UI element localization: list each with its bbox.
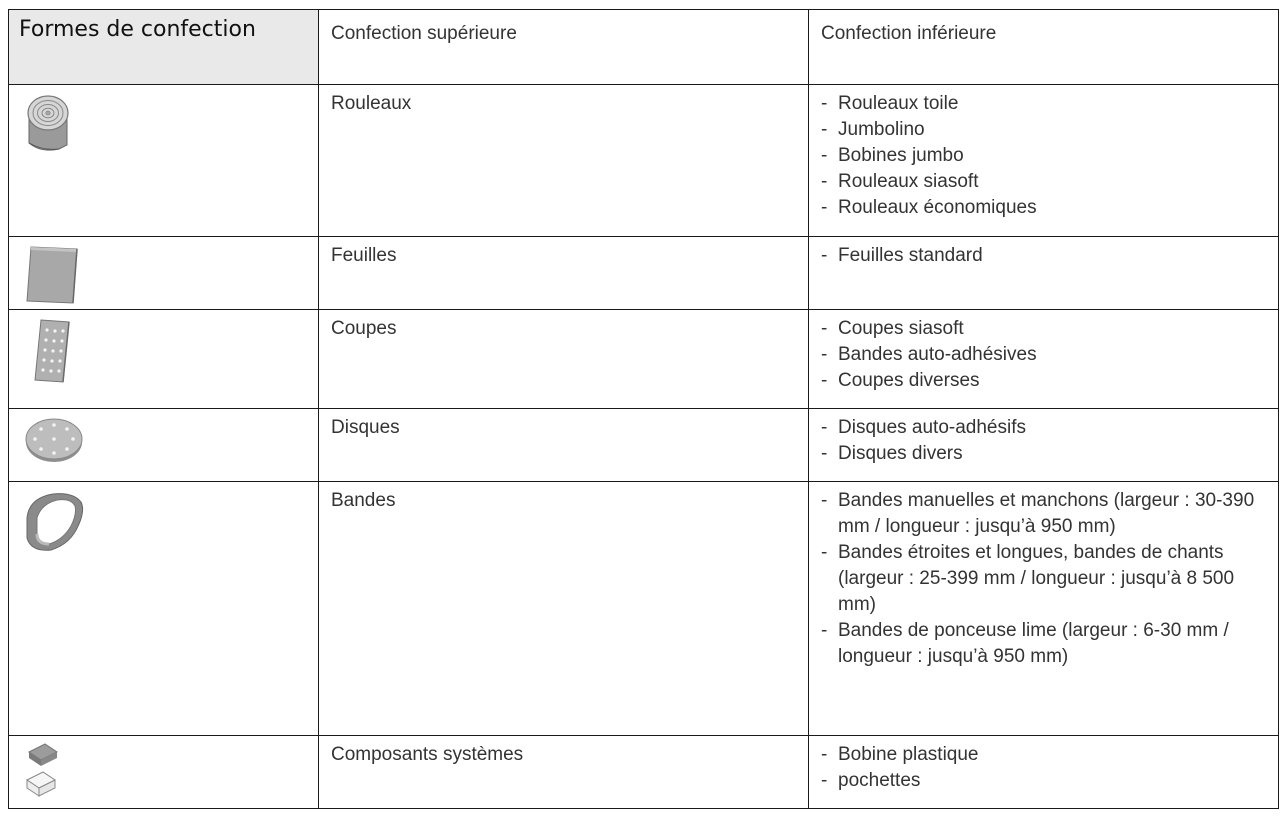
table-row: [9, 85, 1279, 237]
system-components-icon-cell: [9, 736, 319, 809]
sheet-icon-cell: [9, 237, 319, 310]
list-item: - pochettes: [821, 768, 1270, 794]
list-item: - Bandes étroites et longues, bandes de chants (largeur : 25-399 mm / longueur : jusqu’à 8 500 mm): [821, 540, 1270, 618]
superior-cell: Feuilles: [319, 237, 809, 310]
list-item: - Coupes siasoft: [821, 316, 1270, 342]
superior-cell: Disques: [319, 409, 809, 482]
superior-cell: Composants systèmes: [319, 736, 809, 809]
header-shape: Formes de confection: [9, 10, 319, 85]
inferior-cell: [809, 409, 1279, 482]
inferior-cell: [809, 482, 1279, 736]
superior-cell: Bandes: [319, 482, 809, 736]
header-superior: Confection supérieure: [319, 10, 809, 85]
inferior-cell: [809, 736, 1279, 809]
roll-icon: [23, 91, 73, 157]
belt-icon-cell: [9, 482, 319, 736]
inferior-cell: [809, 237, 1279, 310]
table-row: [9, 237, 1279, 310]
list-item: - Coupes diverses: [821, 368, 1270, 394]
inferior-cell: [809, 85, 1279, 237]
belt-icon: [23, 488, 87, 554]
list-item: - Bandes manuelles et manchons (largeur : 30-390 mm / longueur : jusqu’à 950 mm): [821, 488, 1270, 540]
list-item: - Bobine plastique: [821, 742, 1270, 768]
perforated-strip-icon: [23, 316, 83, 386]
disc-icon: [23, 415, 85, 465]
header-inferior: Confection inférieure: [809, 10, 1279, 85]
list-item: - Bobines jumbo: [821, 143, 1270, 169]
table-row: [9, 736, 1279, 809]
list-item: - Bandes de ponceuse lime (largeur : 6-30 mm / longueur : jusqu’à 950 mm): [821, 618, 1270, 670]
disc-icon-cell: [9, 409, 319, 482]
confection-forms-table: [8, 9, 1279, 809]
list-item: - Jumbolino: [821, 117, 1270, 143]
table-row: [9, 310, 1279, 409]
list-item: - Rouleaux toile: [821, 91, 1270, 117]
perforated-strip-icon-cell: [9, 310, 319, 409]
list-item: - Feuilles standard: [821, 243, 1270, 269]
inferior-cell: [809, 310, 1279, 409]
roll-icon-cell: [9, 85, 319, 237]
header-row: [9, 10, 1279, 85]
superior-cell: Coupes: [319, 310, 809, 409]
superior-cell: Rouleaux: [319, 85, 809, 237]
table-row: [9, 409, 1279, 482]
list-item: - Disques divers: [821, 441, 1270, 467]
list-item: - Disques auto-adhésifs: [821, 415, 1270, 441]
sheet-icon: [23, 243, 83, 305]
table-row: [9, 482, 1279, 736]
list-item: - Bandes auto-adhésives: [821, 342, 1270, 368]
list-item: - Rouleaux siasoft: [821, 169, 1270, 195]
list-item: - Rouleaux économiques: [821, 195, 1270, 221]
system-components-icon: [23, 742, 63, 800]
